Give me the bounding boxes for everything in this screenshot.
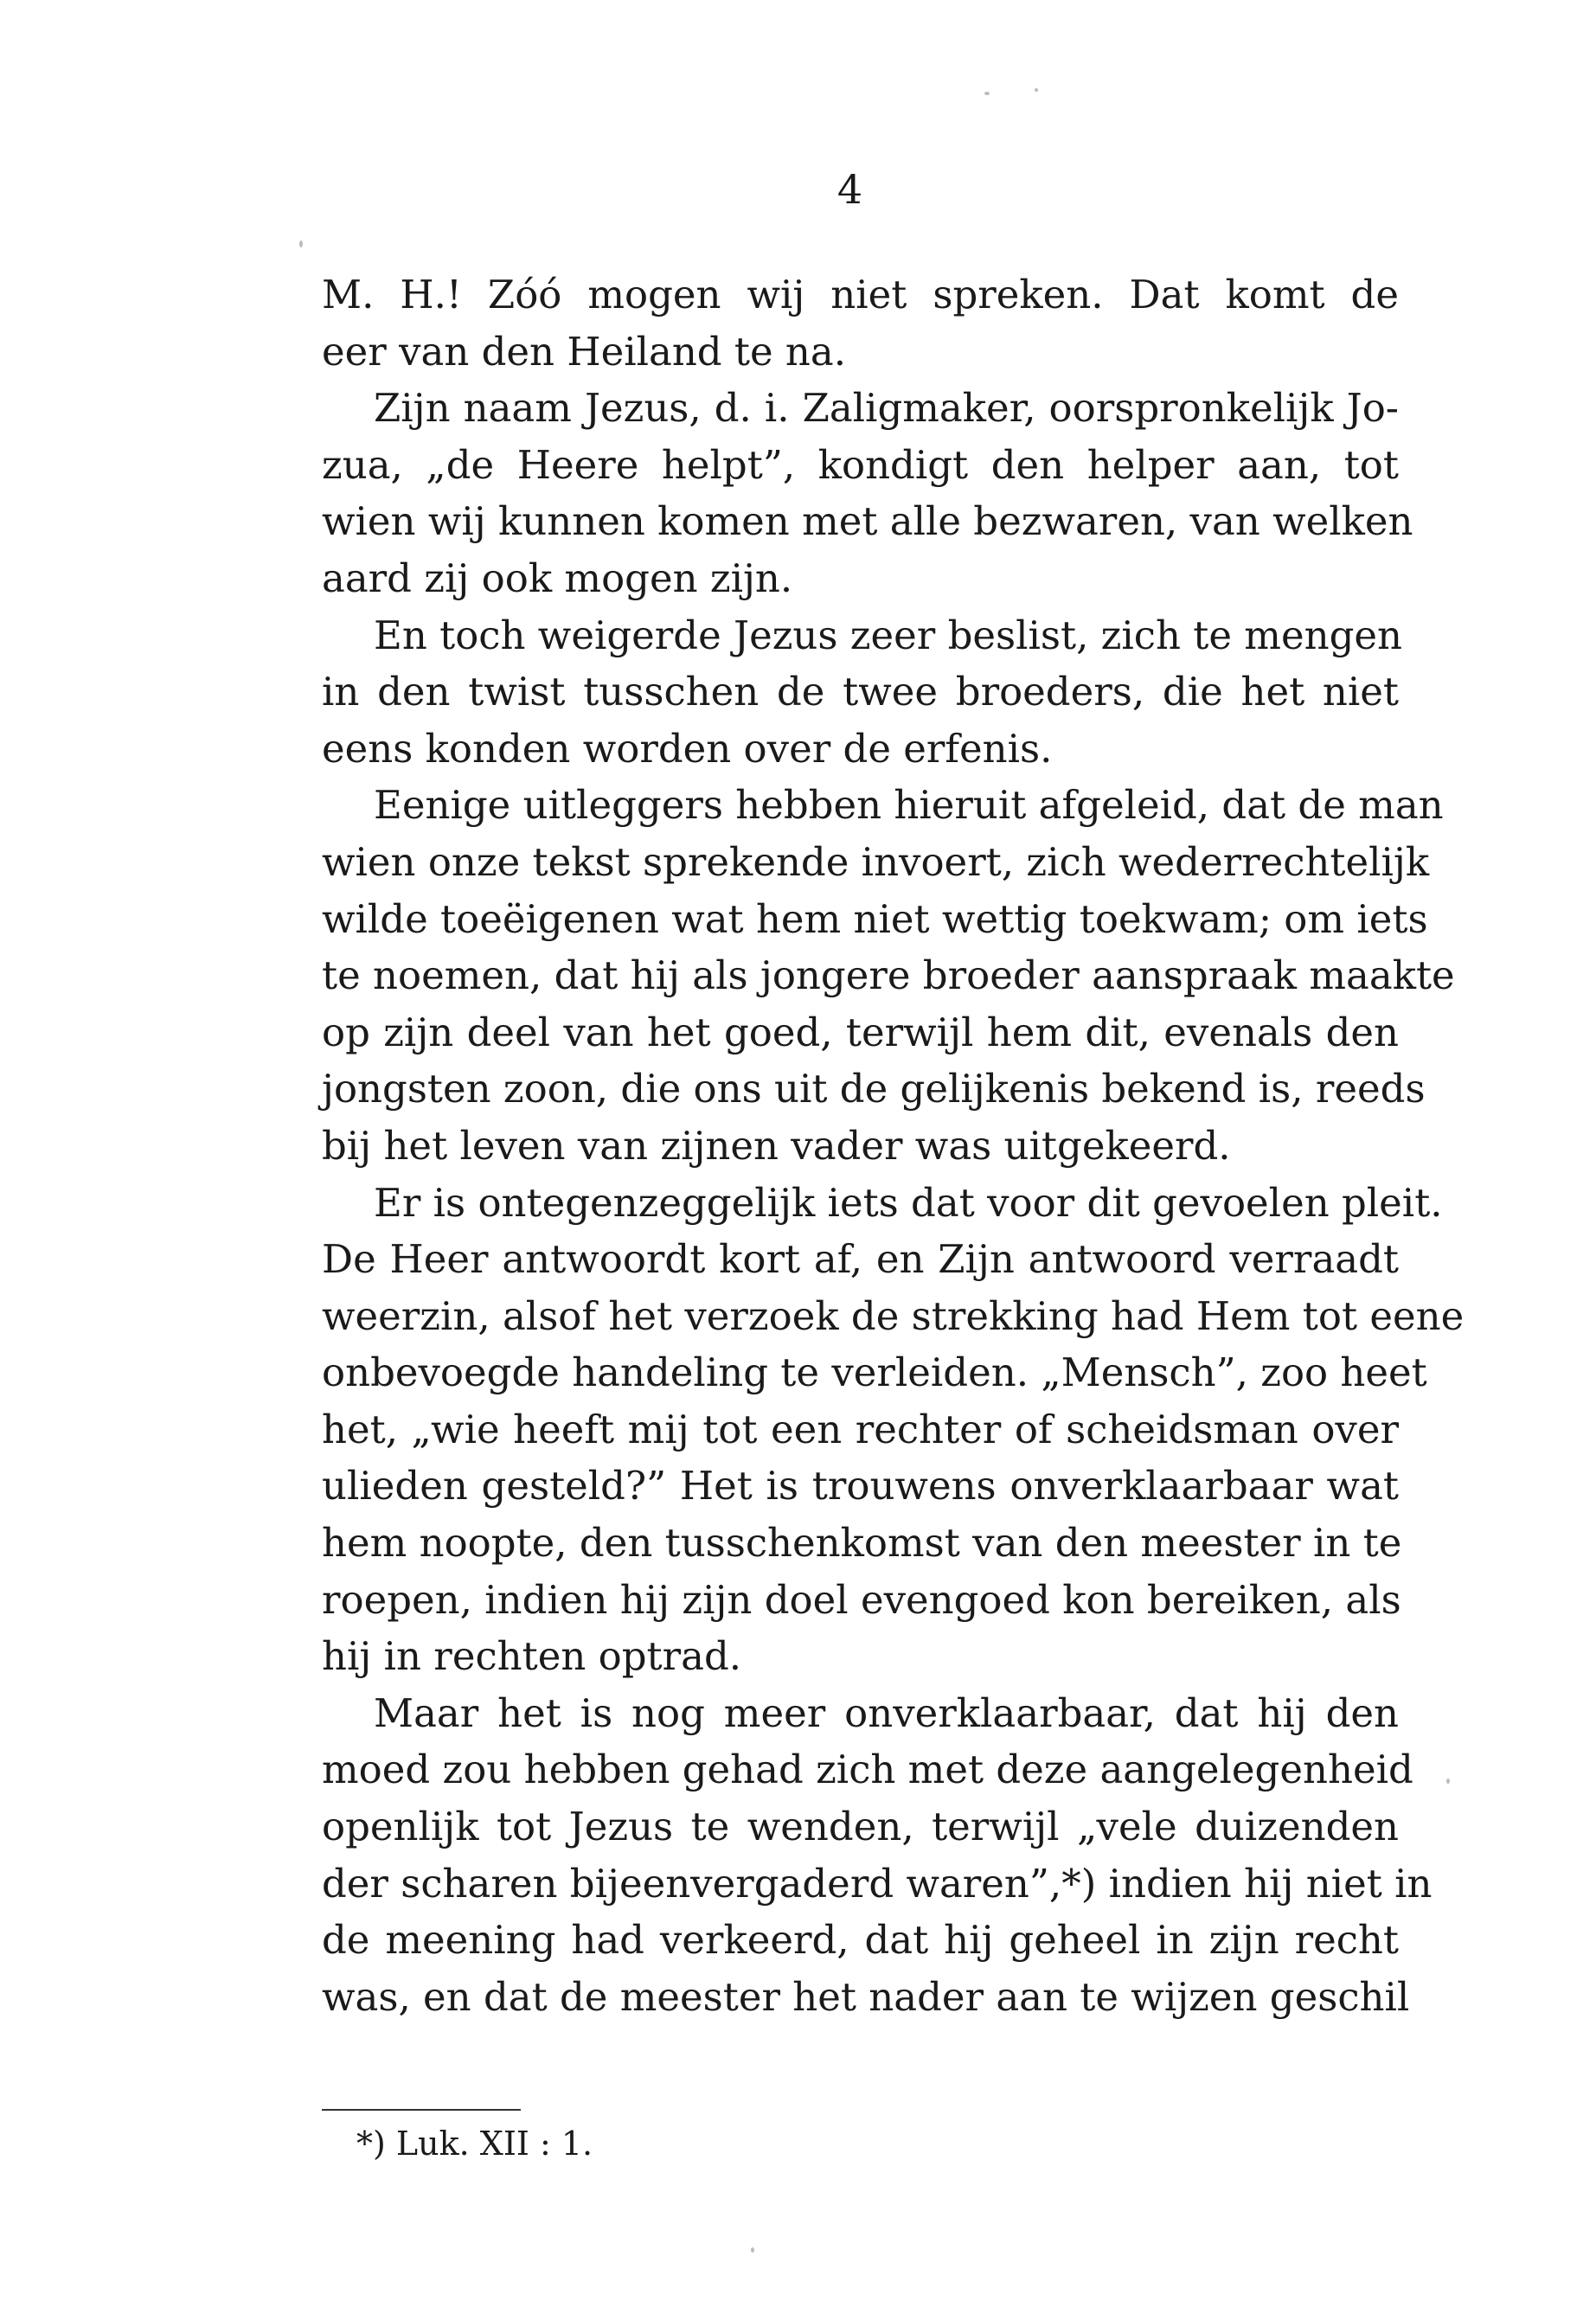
body-text — [322, 266, 1465, 2025]
text-line: hij in rechten optrad. — [322, 1633, 742, 1680]
text-line: Eenige uitleggers hebben hieruit afgeleid, dat de man — [374, 782, 1444, 829]
print-speck — [1035, 88, 1038, 92]
text-line: Zijn naam Jezus, d. i. Zaligmaker, oorspronkelijk Jo- — [374, 385, 1399, 432]
text-line: wien onze tekst sprekende invoert, zich wederrechtelijk — [322, 838, 1430, 885]
text-line: En toch weigerde Jezus zeer beslist, zich te mengen — [374, 612, 1402, 658]
print-speck — [299, 240, 303, 247]
text-line: jongsten zoon, die ons uit de gelijkenis bekend is, reeds — [322, 1066, 1426, 1112]
text-line: weerzin, alsof het verzoek de strekking had Hem tot eene — [322, 1292, 1465, 1339]
text-line: Er is ontegenzeggelijk iets dat voor dit gevoelen pleit. — [374, 1179, 1443, 1226]
text-line: de meening had verkeerd, dat hij geheel in zijn recht — [322, 1917, 1399, 1964]
text-line: hem noopte, den tusschenkomst van den meester in te — [322, 1520, 1402, 1567]
text-line: M. H.! Zóó mogen wij niet spreken. Dat komt de — [322, 272, 1399, 317]
text-line: het, „wie heeft mij tot een rechter of scheidsman over — [322, 1406, 1399, 1452]
text-line: bij het leven van zijnen vader was uitgekeerd. — [322, 1122, 1231, 1169]
text-line: aard zij ook mogen zijn. — [322, 554, 793, 601]
text-line: Maar het is nog meer onverklaarbaar, dat hij den — [374, 1689, 1399, 1736]
text-line: openlijk tot Jezus te wenden, terwijl „vele duizenden — [322, 1804, 1399, 1850]
footnote-divider — [322, 2109, 521, 2111]
text-line: eens konden worden over de erfenis. — [322, 725, 1053, 772]
text-line: wien wij kunnen komen met alle bezwaren, van welken — [322, 498, 1413, 545]
text-line: in den twist tusschen de twee broeders, die het niet — [322, 669, 1399, 715]
text-line: wilde toeëigenen wat hem niet wettig toekwam; om iets — [322, 895, 1428, 942]
text-line: zua, „de Heere helpt”, kondigt den helper aan, tot — [322, 441, 1399, 488]
text-line: moed zou hebben gehad zich met deze aangelegenheid — [322, 1747, 1413, 1793]
text-line: eer van den Heiland te na. — [322, 328, 847, 375]
text-line: De Heer antwoordt kort af, en Zijn antwoord verraadt — [322, 1236, 1399, 1283]
text-line: was, en dat de meester het nader aan te wijzen geschil — [322, 1973, 1410, 2020]
text-line: onbevoegde handeling te verleiden. „Mensch”, zoo heet — [322, 1349, 1427, 1396]
text-line: roepen, indien hij zijn doel evengoed kon bereiken, als — [322, 1576, 1401, 1623]
text-line: te noemen, dat hij als jongere broeder aanspraak maakte — [322, 952, 1455, 999]
text-line: der scharen bijeenvergaderd waren”,*) indien hij niet in — [322, 1860, 1433, 1907]
print-speck — [984, 92, 990, 95]
print-speck — [751, 2247, 754, 2253]
page-number: 4 — [836, 166, 863, 213]
text-line: ulieden gesteld?” Het is trouwens onverklaarbaar wat — [322, 1463, 1399, 1509]
print-speck — [1446, 1779, 1450, 1784]
text-line: op zijn deel van het goed, terwijl hem dit, evenals den — [322, 1009, 1399, 1055]
footnote: *) Luk. XII : 1. — [356, 2125, 593, 2163]
